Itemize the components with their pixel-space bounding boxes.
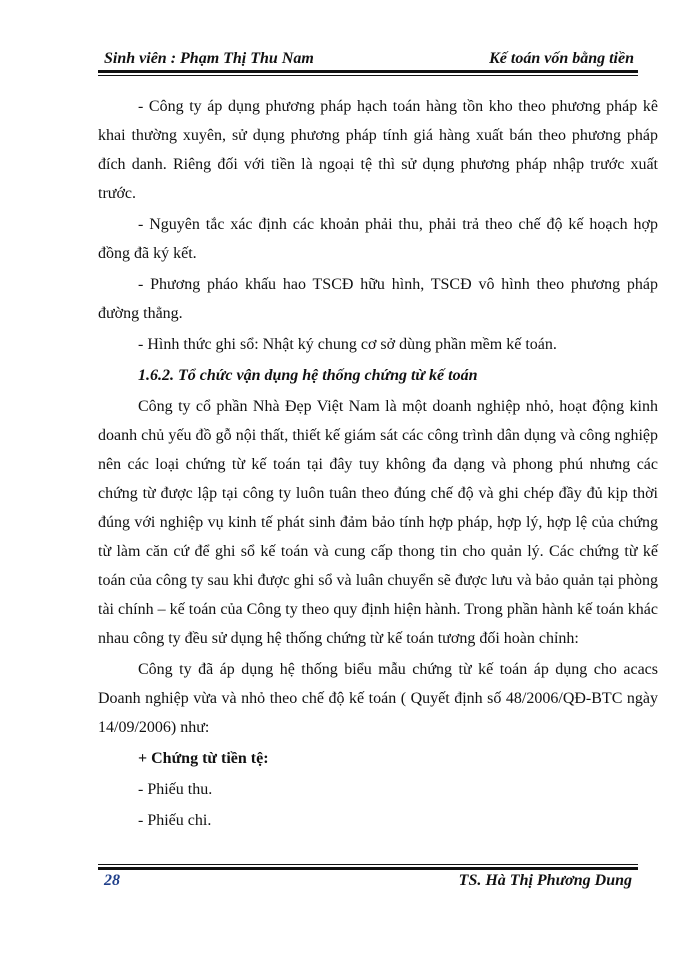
paragraph-bookkeeping: - Hình thức ghi sổ: Nhật ký chung cơ sở dùng phần mềm kế toán. [138, 336, 557, 353]
footer-rule-thin [98, 864, 638, 865]
paragraph-depreciation: - Phương pháo khấu hao TSCĐ hữu hình, TSCĐ vô hình theo phương pháp đường thẳng. [98, 276, 658, 322]
header-rule-thin [98, 75, 638, 76]
section-heading: 1.6.2. Tổ chức vận dụng hệ thống chứng từ kế toán [138, 367, 478, 384]
header-document-title: Kế toán vốn bằng tiền [489, 50, 634, 67]
list-item-receipt: - Phiếu thu. [138, 781, 213, 798]
page-number: 28 [104, 872, 120, 889]
header-student-name: Sinh viên : Phạm Thị Thu Nam [104, 50, 314, 67]
footer-author: TS. Hà Thị Phương Dung [458, 872, 632, 889]
paragraph-document-forms: Công ty đã áp dụng hệ thống biểu mẫu chứng từ kế toán áp dụng cho acacs Doanh nghiệp vừa và nhỏ theo chế độ kế toán ( Quyết định số 48/2006/QĐ-BTC ngày 14/09/2006) như: [98, 661, 658, 736]
paragraph-receivables: - Nguyên tắc xác định các khoản phải thu, phải trả theo chế độ kế hoạch hợp đồng đã ký kết. [98, 216, 658, 262]
paragraph-company-documents: Công ty cổ phần Nhà Đẹp Việt Nam là một doanh nghiệp nhỏ, hoạt động kinh doanh chủ yếu đồ gỗ nội thất, thiết kế giám sát các công trình dân dụng và công nghiệp nên các loại chứng từ kế toán tại đây tuy không đa dạng và phong phú nhưng các chứng từ được lập tại công ty luôn tuân theo đúng chế độ và ghi chép đầy đủ kịp thời đúng với nghiệp vụ kinh tế phát sinh đảm bảo tính hợp pháp, hợp lý, hợp lệ của chứng từ làm căn cứ để ghi sổ kế toán và cung cấp thong tin cho quản lý. Các chứng từ kế toán của công ty sau khi được ghi sổ và luân chuyển sẽ được lưu và bảo quản tại phòng tài chính – kế toán của Công ty theo quy định hiện hành. Trong phần hành kế toán khác nhau công ty đều sử dụng hệ thống chứng từ kế toán tương đối hoàn chỉnh: [98, 398, 658, 647]
footer-rule-thick [98, 867, 638, 870]
page-header [98, 40, 638, 66]
list-heading-monetary-documents: + Chứng từ tiền tệ: [138, 750, 269, 767]
paragraph-inventory-method: - Công ty áp dụng phương pháp hạch toán hàng tồn kho theo phương pháp kê khai thường xuyên, sử dụng phương pháp tính giá hàng xuất bán theo phương pháp đích danh. Riêng đối với tiền là ngoại tệ thì sử dụng phương pháp nhập trước xuất trước. [98, 98, 658, 202]
page-body [98, 92, 658, 837]
page-footer [98, 872, 638, 896]
list-item-payment: - Phiếu chi. [138, 812, 212, 829]
header-rule-thick [98, 70, 638, 73]
